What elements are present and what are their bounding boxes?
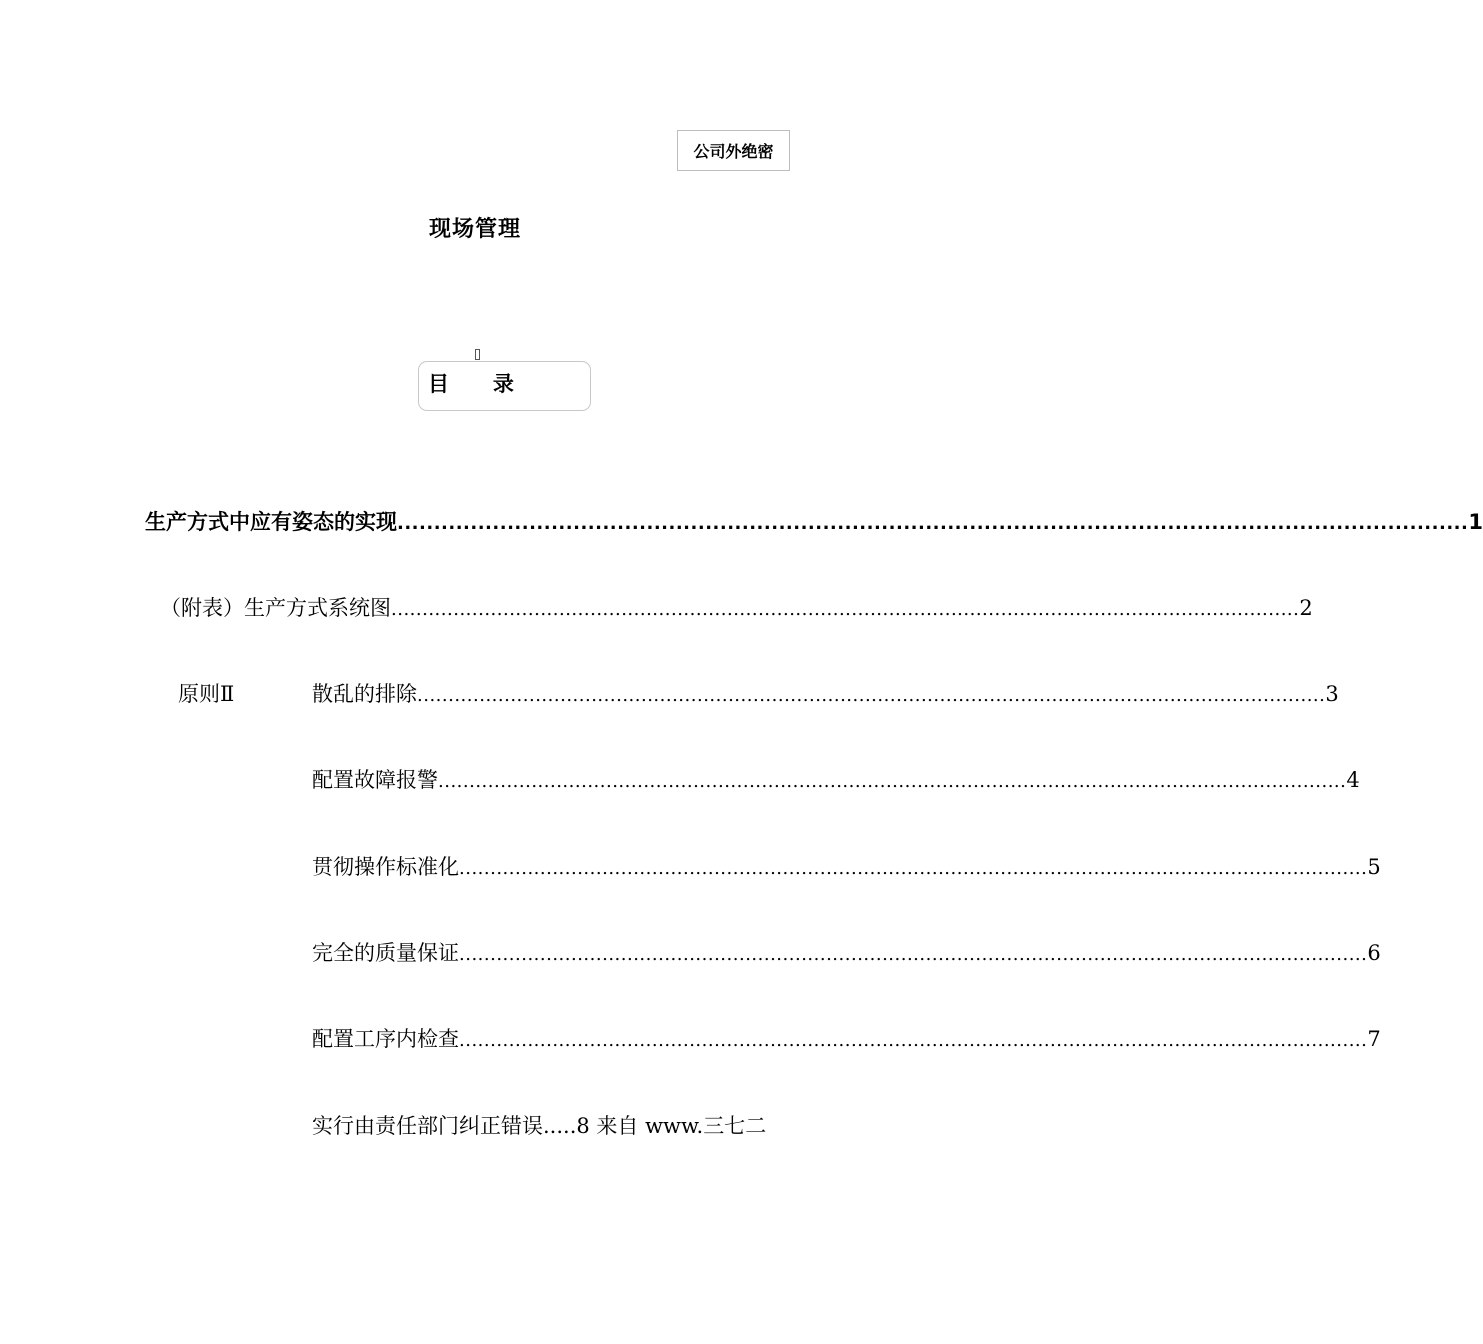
toc-entry-main[interactable] (145, 506, 1483, 538)
document-title: 现场管理 (428, 217, 521, 242)
toc-entry-label: （附表）生产方式系统图 (160, 596, 391, 620)
toc-entry-label: 贯彻操作标准化 (312, 855, 459, 879)
toc-heading: 目 录 (428, 372, 514, 396)
toc-leader-dots: .................................................................................................................................................. (438, 771, 1347, 792)
toc-page-number: 4 (1346, 768, 1360, 792)
principle-label: 原则Ⅱ (178, 682, 235, 706)
toc-entry-last[interactable]: 实行由责任部门纠正错误.....8 来自 www.三七二 (312, 1114, 767, 1138)
toc-entry-item[interactable] (312, 851, 1381, 883)
toc-entry-item[interactable] (312, 678, 1339, 710)
toc-leader-dots: .................................................................................................................................................. (459, 858, 1368, 879)
toc-page-number: 5 (1367, 855, 1381, 879)
toc-entry-item[interactable] (312, 1023, 1381, 1055)
toc-leader-dots: .................................................................................................................................................. (391, 599, 1300, 620)
toc-leader-dots: .................................................................................................................................................. (459, 1030, 1368, 1051)
toc-entry-label: 配置工序内检查 (312, 1027, 459, 1051)
toc-entry-label: 散乱的排除 (312, 682, 417, 706)
toc-leader-dots: .................................................................................................................................................. (417, 685, 1326, 706)
toc-entry-item[interactable] (312, 764, 1360, 796)
toc-entry-appendix[interactable] (160, 592, 1313, 624)
toc-page-number: 6 (1367, 941, 1381, 965)
toc-page-number: 3 (1325, 682, 1339, 706)
toc-page-number: 7 (1367, 1027, 1381, 1051)
toc-entry-item[interactable] (312, 937, 1381, 969)
toc-page-number: 1 (1468, 510, 1483, 534)
toc-entry-label: 配置故障报警 (312, 768, 438, 792)
anchor-marker-icon (475, 349, 480, 360)
toc-entry-label: 生产方式中应有姿态的实现 (145, 510, 397, 534)
confidential-stamp: 公司外绝密 (677, 130, 790, 171)
toc-page-number: 2 (1299, 596, 1313, 620)
toc-leader-dots: .................................................................................................................................................. (459, 944, 1368, 965)
toc-entry-label: 完全的质量保证 (312, 941, 459, 965)
toc-leader-dots: .................................................................................................................................................. (397, 513, 1469, 534)
